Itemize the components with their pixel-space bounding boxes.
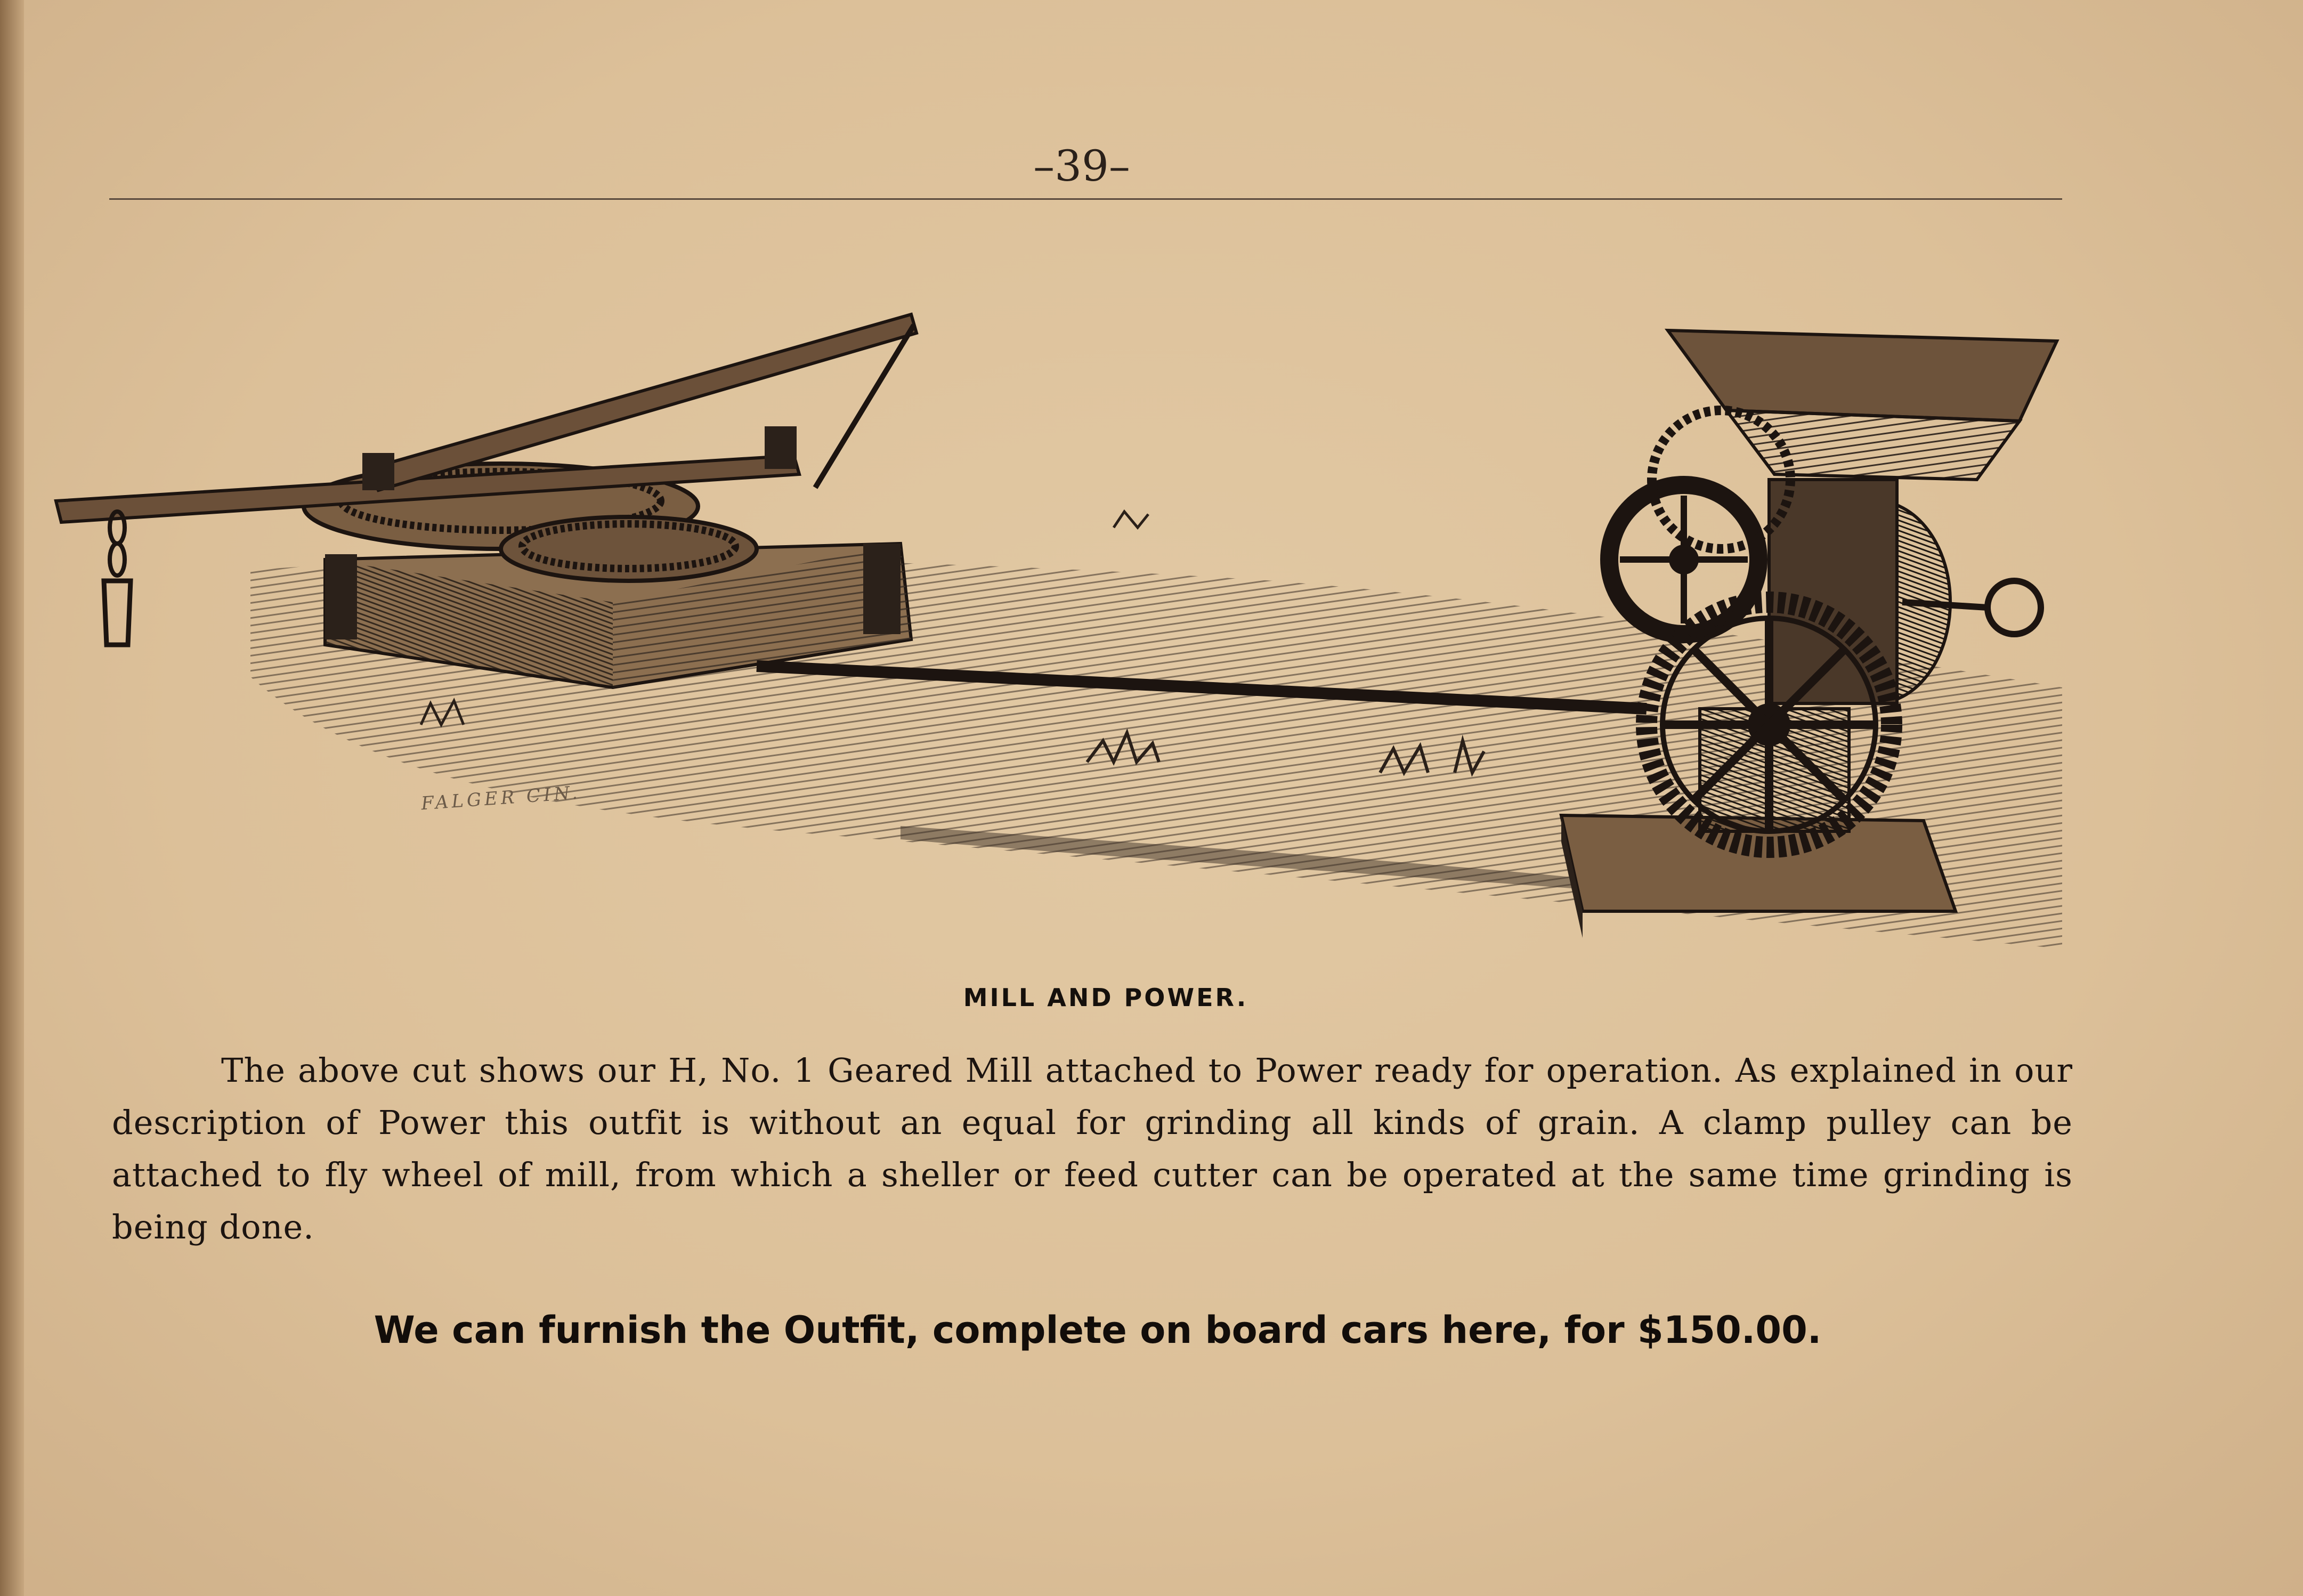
page-edge <box>0 0 24 1596</box>
price-offer: We can furnish the Outfit, complete on board cars here, for $150.00. <box>374 1308 1822 1352</box>
header-rule <box>109 198 2062 200</box>
hitch-chain <box>104 512 131 645</box>
description-paragraph: The above cut shows our H, No. 1 Geared Mill attached to Power ready for operation. As explained in our description of Power this outfit is without an equal for grinding all kinds of grain. A clamp pulley can be attached to fly wheel of mill, from which a sheller or feed cutter can be operated at the same time grinding is being done. <box>112 1051 2073 1246</box>
page-number: –39– <box>1033 141 1130 191</box>
horse-power <box>56 314 917 687</box>
engraver-mark: FALGER CIN. <box>420 782 582 815</box>
figure-caption: MILL AND POWER. <box>963 983 1248 1012</box>
mill-and-power-illustration <box>48 304 2089 970</box>
